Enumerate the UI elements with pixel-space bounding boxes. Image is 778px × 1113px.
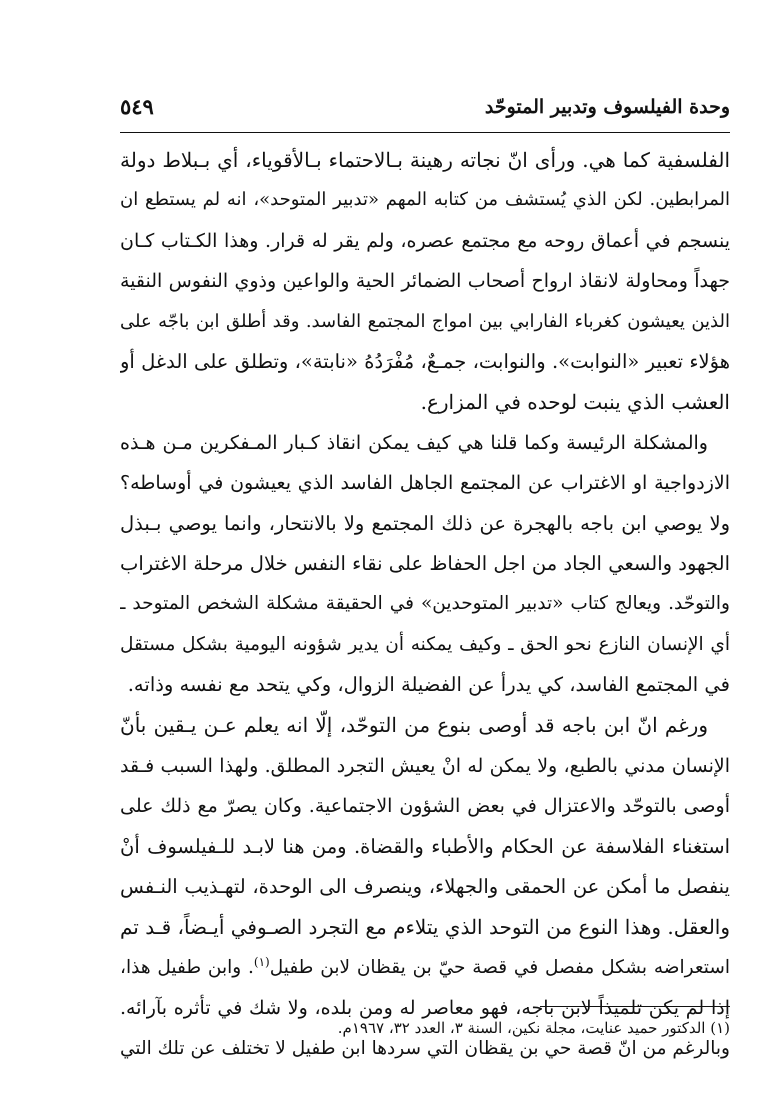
text-line-content: ينسجم في أعماق روحه مع مجتمع عصره، ولم يقر له قرار. وهذا الكـتاب كـان — [120, 229, 730, 252]
footnote-rule — [540, 1006, 730, 1007]
text-line-content: الإنسان مدني بالطبع، ولا يمكن له انْ يعيش التجرد المطلق. ولهذا السبب فـقد — [120, 754, 730, 777]
text-line — [120, 382, 730, 422]
running-title: وحدة الفيلسوف وتدبير المتوحّد — [484, 96, 730, 118]
text-line — [120, 867, 730, 907]
text-line — [120, 544, 730, 584]
text-line — [120, 665, 730, 705]
text-line-content: جهداً ومحاولة لانقاذ ارواح أصحاب الضمائر الحية والواعين وذوي النفوس النقية — [120, 270, 730, 293]
text-line — [120, 342, 730, 382]
page-header — [120, 92, 730, 132]
text-line-content: الذين يعيشون كغرباء الفارابي بين امواج المجتمع الفاسد. وقد أطلق ابن باجّه على — [120, 310, 730, 332]
text-line-content: والمشكلة الرئيسة وكما قلنا هي كيف يمكن انقاذ كـبار المـفكرين مـن هـذه — [120, 431, 708, 454]
text-line-content: الفلسفية كما هي. ورأى انّ نجاته رهينة بـالاحتماء بـالأقوياء، أي بـبلاط دولة — [120, 148, 730, 172]
text-line — [120, 302, 730, 342]
footnote-marker: (١) — [253, 954, 270, 969]
text-line-continuation: . وابن طفيل هذا، — [120, 956, 254, 978]
text-line — [120, 786, 730, 826]
text-line-content: استعراضه بشكل مفصل في قصة حيّ بن يقظان لابن طفيل — [269, 956, 730, 978]
text-line-content: هؤلاء تعبير «النوابت». والنوابت، جمـعٌ، مُفْرَدُهُ «نابتة»، وتطلق على الدغل أو — [120, 349, 730, 373]
text-line — [120, 221, 730, 261]
header-rule — [120, 132, 730, 133]
text-line — [120, 625, 730, 665]
text-line-content: ولا يوصي ابن باجه بالهجرة عن ذلك المجتمع ولا بالانتحار، وانما يوصي بـبذل — [120, 511, 730, 535]
text-line-content: والتوحّد. ويعالج كتاب «تدبير المتوحدين» في الحقيقة مشكلة الشخص المتوحد ـ — [120, 593, 730, 615]
text-line-content: المرابطين. لكن الذي يُستشف من كتابه المهم «تدبير المتوحد»، انه لم يستطع ان — [120, 189, 730, 211]
text-line — [120, 705, 730, 745]
body-text — [120, 140, 730, 1069]
text-line — [120, 504, 730, 544]
text-line-content: استغناء الفلاسفة عن الحكام والأطباء والقضاة. ومن هنا لابـد للـفيلسوف أنْ — [120, 834, 730, 858]
text-line-content: الجهود والسعي الجاد من اجل الحفاظ على نقاء النفس خلال مرحلة الاغتراب — [120, 551, 730, 575]
text-line — [120, 463, 730, 503]
footnote: (١) الدكتور حميد عنايت، مجلة نكين، السنة ٣، العدد ٣٢، ١٩٦٧م. — [337, 1019, 730, 1037]
text-line — [120, 948, 730, 988]
text-line-content: أوصى بالتوحّد والاعتزال في بعض الشؤون الاجتماعية. وكان يصرّ مع ذلك على — [120, 795, 730, 818]
text-line — [120, 261, 730, 301]
text-line — [120, 907, 730, 947]
text-line — [120, 746, 730, 786]
text-line-content: إذا لم يكن تلميذاً لابن باجه، فهو معاصر له ومن بلده، ولا شك في تأثره بآرائه. — [120, 997, 730, 1020]
text-line — [120, 827, 730, 867]
text-line-content: ينفصل ما أمكن عن الحمقى والجهلاء، وينصرف الى الوحدة، لتهـذيب النـفس — [120, 875, 730, 899]
text-line-content: وبالرغم من انّ قصة حي بن يقظان التي سردها ابن طفيل لا تختلف عن تلك التي — [120, 1037, 730, 1059]
page-number: ٥٤٩ — [120, 94, 154, 119]
text-line-content: في المجتمع الفاسد، كي يدرأ عن الفضيلة الزوال، وكي يتحد مع نفسه وذاته. — [127, 673, 730, 697]
text-line — [120, 584, 730, 624]
text-line-content: العشب الذي ينبت لوحده في المزارع. — [420, 390, 730, 415]
text-line-content: والعقل. وهذا النوع من التوحد الذي يتلاءم مع التجرد الصـوفي أيـضاً، قـد تم — [120, 915, 730, 940]
text-line — [120, 180, 730, 220]
text-line-content: أي الإنسان النازع نحو الحق ـ وكيف يمكنه أن يدير شؤونه اليومية بشكل مستقل — [120, 633, 730, 655]
text-line — [120, 423, 730, 463]
text-line-content: ورغم انّ ابن باجه قد أوصى بنوع من التوحّد، إلّا انه يعلم عـن يـقين بأنّ — [120, 713, 708, 738]
text-line — [120, 140, 730, 180]
text-line-content: الازدواجية او الاغتراب عن المجتمع الجاهل الفاسد الذي يعيشون في أوساطه؟ — [120, 472, 730, 495]
